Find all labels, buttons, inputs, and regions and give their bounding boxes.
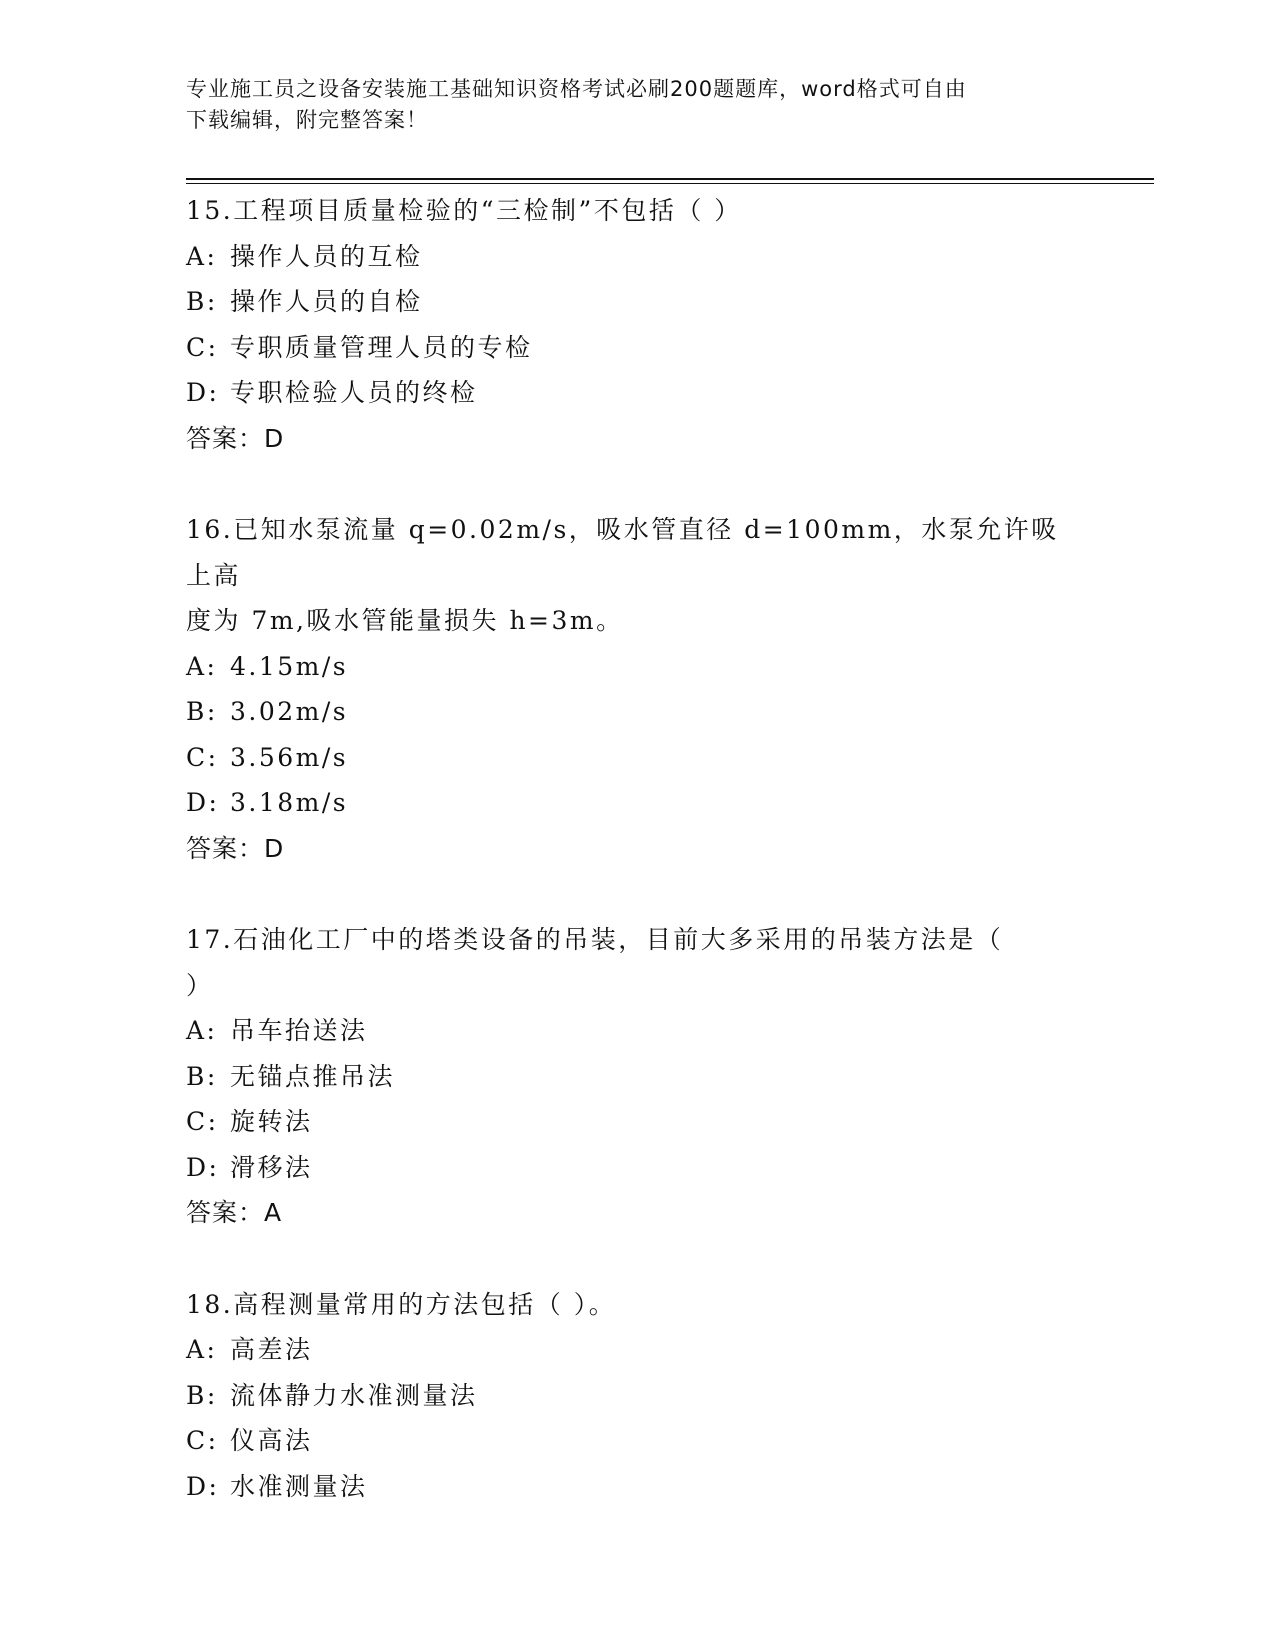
option-b	[186, 279, 1086, 325]
option-d	[186, 1145, 1086, 1191]
option-key: C:	[186, 332, 219, 362]
option-a	[186, 234, 1086, 280]
option-key: D:	[186, 788, 220, 817]
option-key: D:	[186, 1152, 220, 1182]
option-key: A:	[186, 241, 218, 271]
option-key: B:	[186, 697, 218, 726]
option-b	[186, 1054, 1086, 1100]
answer-line: 答案：A	[186, 1198, 283, 1227]
option-key: D:	[186, 378, 220, 407]
option-text: 专职质量管理人员的专检	[230, 332, 533, 362]
option-text: 旋转法	[230, 1107, 313, 1136]
question-stem-line-1: 17.石油化工厂中的塔类设备的吊装，目前大多采用的吊装方法是（	[186, 925, 1004, 954]
option-b	[186, 689, 1086, 735]
option-c	[186, 325, 1086, 371]
question-17	[186, 917, 1086, 1236]
question-list	[186, 188, 1086, 1555]
option-key: B:	[186, 287, 218, 316]
option-d	[186, 780, 1086, 826]
option-text: 无锚点推吊法	[230, 1061, 396, 1091]
option-text: 专职检验人员的终检	[230, 378, 478, 407]
option-text: 滑移法	[230, 1152, 313, 1182]
document-header	[186, 74, 1086, 136]
question-stem: 15.工程项目质量检验的“三检制”不包括（ ）	[186, 196, 742, 225]
option-key: C:	[186, 1426, 219, 1455]
question-stem-line-1: 16.已知水泵流量 q=0.02m/s，吸水管直径 d=100mm，水泵允许吸上高	[186, 515, 1059, 590]
option-text: 3.02m/s	[230, 697, 349, 726]
option-key: D:	[186, 1471, 220, 1501]
option-key: A:	[186, 1335, 218, 1364]
option-key: B:	[186, 1380, 218, 1410]
header-divider-thin	[186, 183, 1154, 184]
option-text: 流体静力水准测量法	[230, 1380, 478, 1410]
option-d	[186, 1464, 1086, 1510]
option-text: 3.56m/s	[230, 742, 349, 772]
option-d	[186, 370, 1086, 416]
option-text: 水准测量法	[230, 1471, 368, 1501]
option-c	[186, 1099, 1086, 1145]
option-key: A:	[186, 651, 218, 681]
option-c	[186, 735, 1086, 781]
option-text: 操作人员的自检	[230, 287, 423, 316]
answer-line: 答案：D	[186, 423, 285, 453]
question-stem-line-2: ）	[186, 970, 214, 1000]
option-key: C:	[186, 742, 219, 772]
option-key: B:	[186, 1061, 218, 1091]
option-text: 3.18m/s	[230, 788, 349, 817]
question-15	[186, 188, 1086, 461]
option-b	[186, 1373, 1086, 1419]
question-16	[186, 507, 1086, 871]
option-text: 4.15m/s	[230, 651, 349, 681]
option-text: 仪高法	[230, 1426, 313, 1455]
option-text: 吊车抬送法	[230, 1016, 368, 1045]
option-a	[186, 1008, 1086, 1054]
option-key: A:	[186, 1016, 218, 1045]
question-stem-line-2: 度为 7m,吸水管能量损失 h=3m。	[186, 606, 624, 635]
option-a	[186, 644, 1086, 690]
option-text: 操作人员的互检	[230, 241, 423, 271]
header-title-line-2: 下载编辑，附完整答案！	[186, 108, 428, 132]
header-divider-thick	[186, 178, 1154, 180]
header-title-line-1: 专业施工员之设备安装施工基础知识资格考试必刷200题题库，word格式可自由	[186, 77, 967, 101]
question-18	[186, 1282, 1086, 1510]
question-stem: 18.高程测量常用的方法包括（ ）。	[186, 1289, 617, 1319]
option-a	[186, 1327, 1086, 1373]
answer-line: 答案：D	[186, 833, 285, 863]
option-key: C:	[186, 1107, 219, 1136]
option-c	[186, 1418, 1086, 1464]
option-text: 高差法	[230, 1335, 313, 1364]
